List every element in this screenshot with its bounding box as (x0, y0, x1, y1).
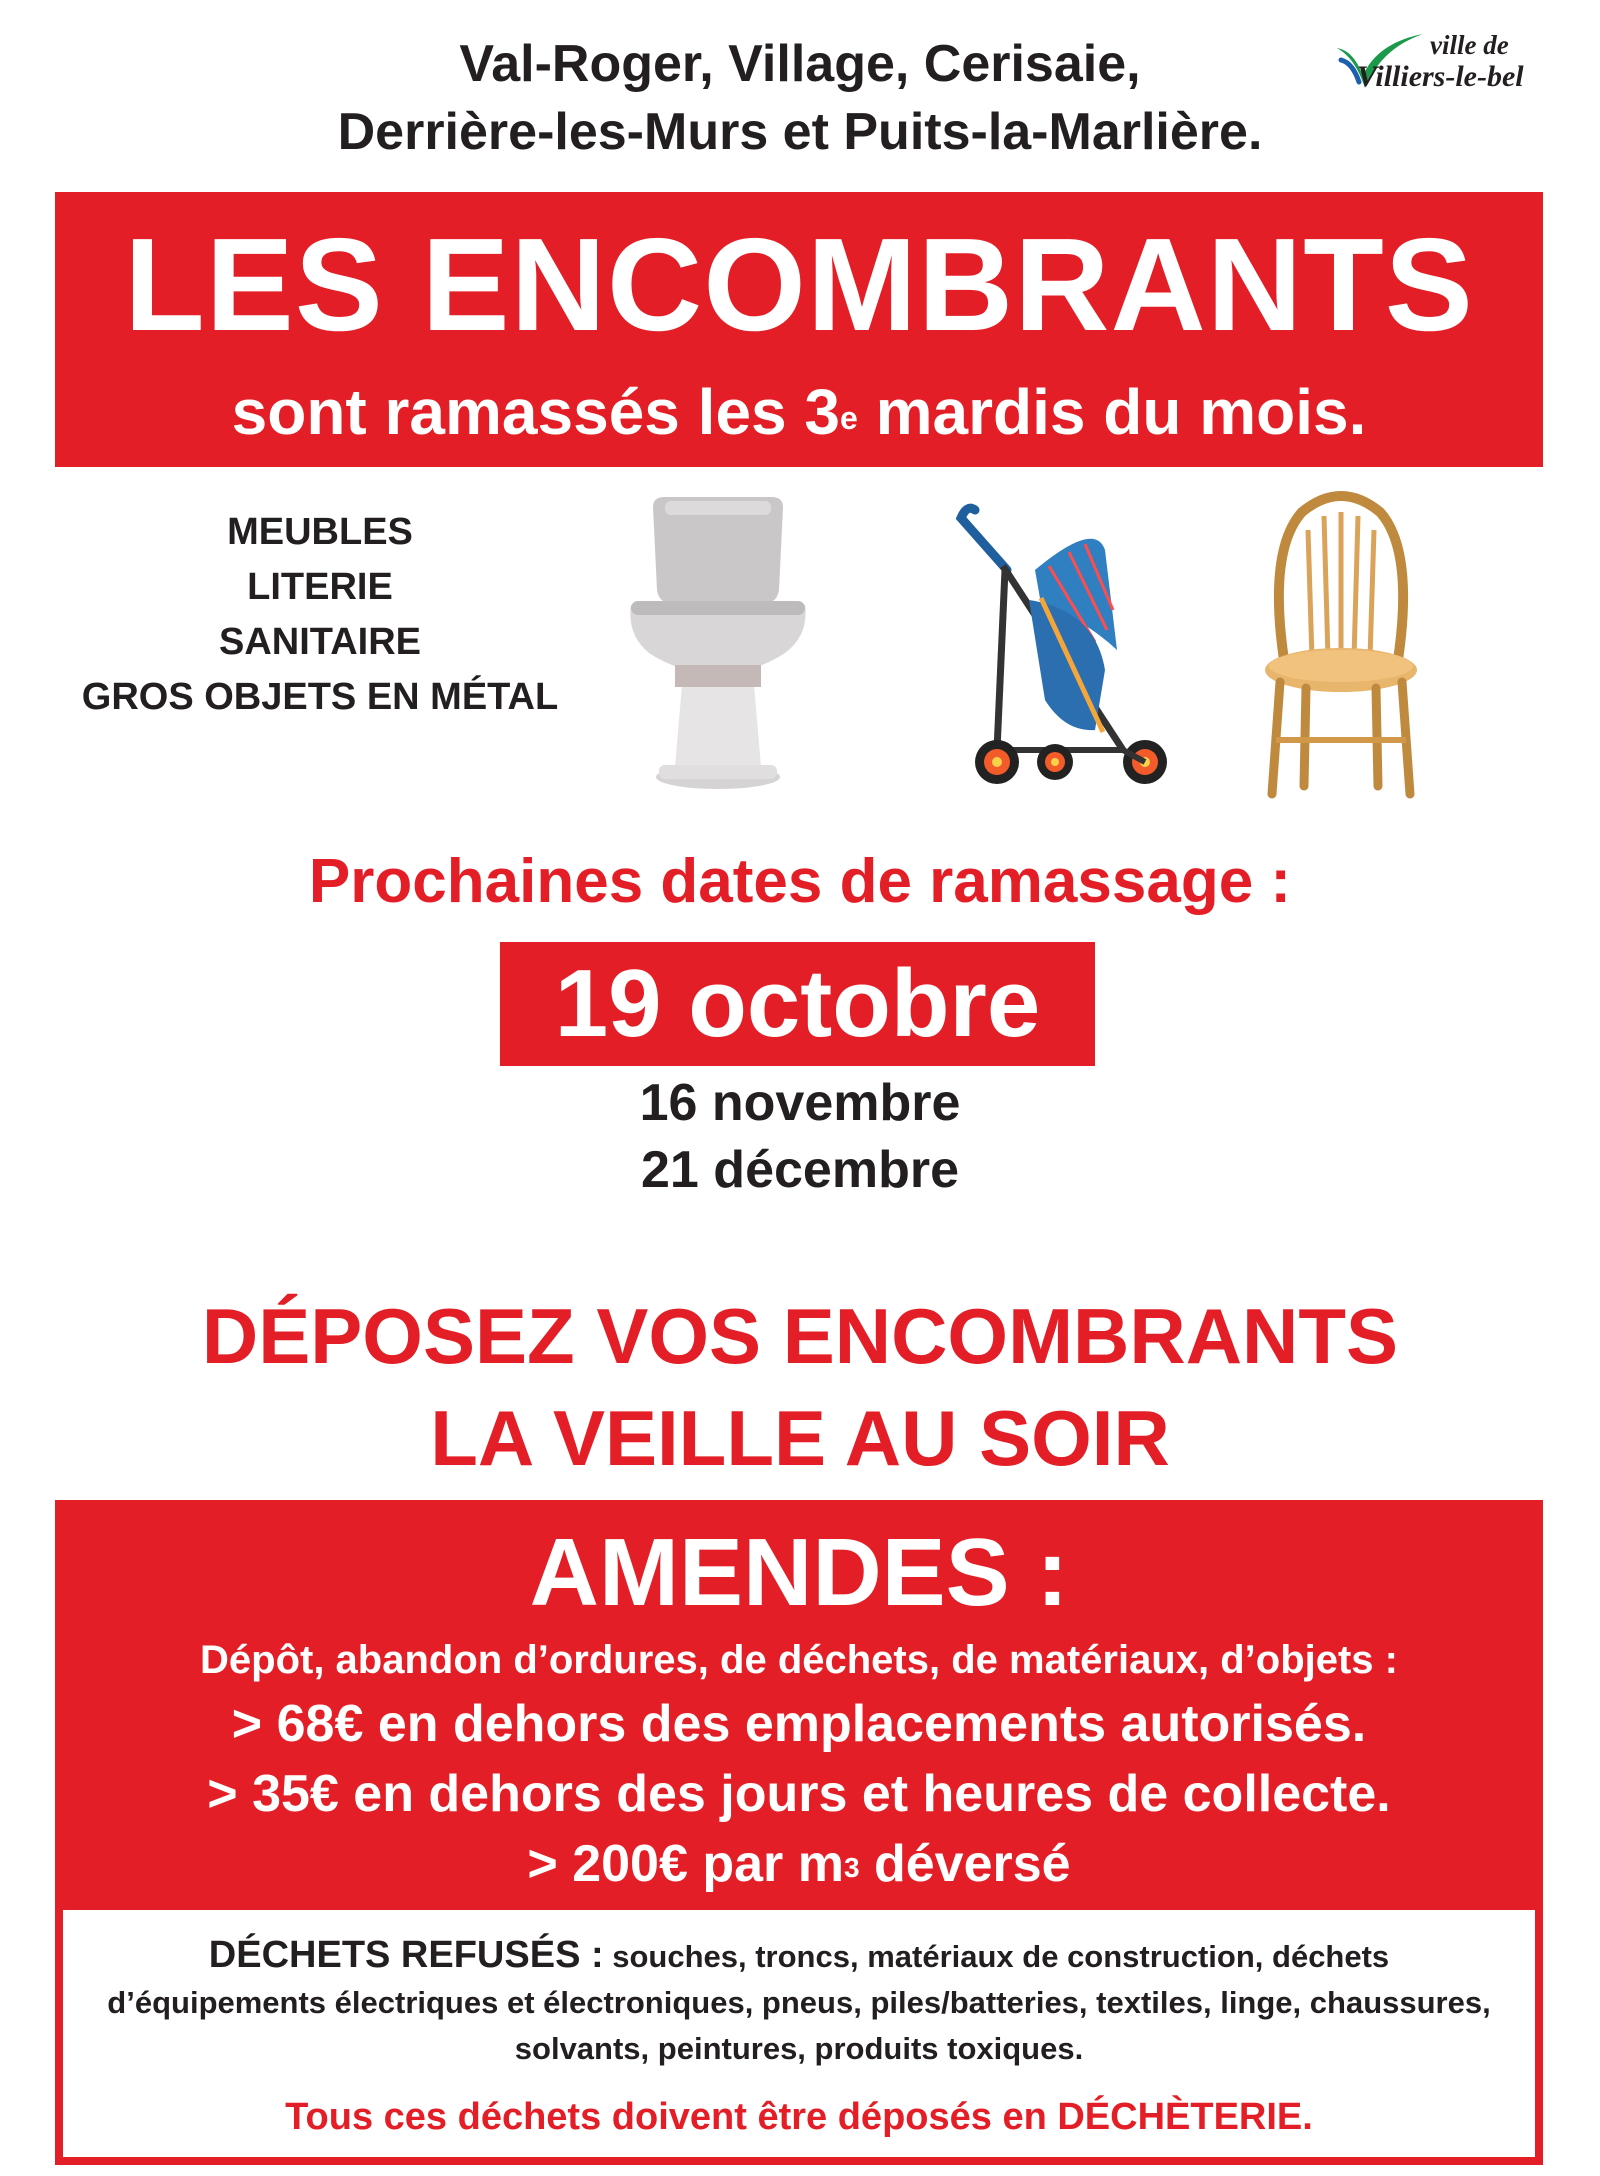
following-date: 16 novembre (639, 1074, 961, 1132)
recycling-notice-text: Tous ces déchets doivent être déposés en (285, 2096, 1058, 2138)
list-item: SANITAIRE (219, 621, 421, 663)
areas-line-2: Derrière-les-Murs et Puits-la-Marlière. (337, 103, 1263, 161)
subtitle-after: mardis du mois. (857, 376, 1367, 448)
refused-waste-box (63, 1910, 1535, 2157)
fines-box (55, 1500, 1543, 2165)
fine-line (55, 1832, 1543, 1896)
chair-icon (1262, 490, 1420, 800)
title-banner (55, 192, 1543, 467)
stroller-icon (945, 500, 1175, 790)
list-item: GROS OBJETS EN MÉTAL (81, 676, 559, 718)
fine-line: > 68€ en dehors des emplacements autorisés. (231, 1695, 1367, 1753)
deposit-notice-line-2: LA VEILLE AU SOIR (430, 1394, 1170, 1482)
toilet-icon (625, 495, 810, 795)
fines-intro: Dépôt, abandon d’ordures, de déchets, de matériaux, d’objets : (200, 1638, 1398, 1682)
subtitle-ordinal: e (840, 400, 858, 436)
subtitle (55, 372, 1543, 452)
next-date-box (500, 942, 1095, 1066)
fine-line-3-after: déversé (859, 1835, 1071, 1893)
main-title: LES ENCOMBRANTS (124, 211, 1474, 358)
refused-waste-label: DÉCHETS REFUSÉS : (208, 1934, 604, 1976)
deposit-notice-line-1: DÉPOSEZ VOS ENCOMBRANTS (201, 1292, 1399, 1380)
fines-title: AMENDES : (529, 1519, 1069, 1626)
city-logo (1335, 30, 1565, 100)
following-date: 21 décembre (641, 1141, 959, 1199)
recycling-centre-notice (63, 2092, 1535, 2142)
fine-line-3-exponent: 3 (843, 1852, 860, 1883)
dates-heading: Prochaines dates de ramassage : (308, 847, 1292, 916)
subtitle-before: sont ramassés les 3 (231, 376, 840, 448)
next-date: 19 octobre (554, 950, 1041, 1057)
list-item: MEUBLES (227, 511, 413, 553)
recycling-notice-emphasis: DÉCHÈTERIE. (1057, 2096, 1313, 2138)
list-item: LITERIE (247, 566, 393, 608)
refused-waste-text (103, 1932, 1495, 2072)
accepted-items-list (50, 505, 590, 725)
fine-line: > 35€ en dehors des jours et heures de collecte. (207, 1765, 1391, 1823)
logo-text-bottom: Villiers-le-bel (1357, 60, 1524, 93)
logo-text-top: ville de (1430, 30, 1509, 60)
fine-line-3-before: > 200€ par m (527, 1835, 844, 1893)
areas-line-1: Val-Roger, Village, Cerisaie, (459, 35, 1141, 93)
refused-waste-list: souches, troncs, matériaux de construction, déchets d’équipements électriques et électroniques, pneus, piles/batteries, textiles, linge, chaussures, solvants, peintures, produits toxiques. (107, 1939, 1491, 2066)
